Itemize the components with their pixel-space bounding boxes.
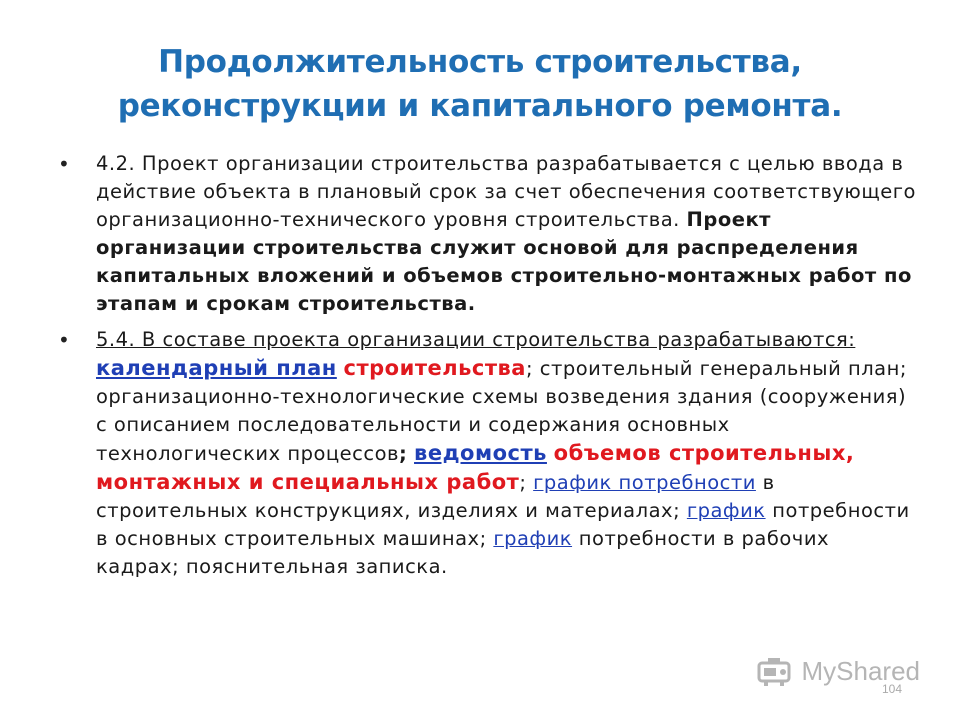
grafik-text-1: в строительных конструкциях, изделиях и материалах; xyxy=(96,471,775,522)
separator: ; xyxy=(525,357,534,380)
grafik-text-3: потребности в рабочих кадрах; пояснительная записка. xyxy=(96,527,830,578)
grafik-link-2[interactable]: график xyxy=(686,499,766,522)
bullet-item-5-4 xyxy=(58,326,918,581)
bullet1-text: 4.2. Проект организации строительства разрабатывается с целью ввода в действие объекта в плановый срок за счет обеспечения соответствующего организационно-технического уровня строительства. xyxy=(96,152,916,231)
grafik-link-3[interactable]: график xyxy=(493,527,573,550)
bullet-item-4-2 xyxy=(58,150,918,318)
grafik-link-1[interactable]: график потребности xyxy=(533,471,756,494)
bullet2-middle-text: строительный генеральный план; организационно-технологические схемы возведения здания (сооружения) с описанием последовательности и содержания основных технологических процессов xyxy=(96,357,907,465)
projector-icon xyxy=(756,657,796,687)
vedomost-red: объемов строительных, монтажных и специальных работ xyxy=(96,441,855,494)
title-line-2: реконструкции и капитального ремонта. xyxy=(117,88,843,124)
calendar-plan-link[interactable]: календарный план xyxy=(96,356,337,380)
separator: ; xyxy=(399,442,408,465)
watermark-text: MyShared xyxy=(801,656,920,686)
bullet2-lead: 5.4. В составе проекта организации строительства разрабатываются: xyxy=(96,328,856,351)
grafik-text-2: потребности в основных строительных машинах; xyxy=(96,499,910,550)
separator: ; xyxy=(519,471,527,494)
calendar-plan-red: строительства xyxy=(343,356,526,380)
title-line-1: Продолжительность строительства, xyxy=(158,44,802,80)
bullet1-bold-text: Проект организации строительства служит основой для распределения капитальных вложений и объемов строительно-монтажных работ по этапам и срокам строительства. xyxy=(96,208,912,315)
bullet-list xyxy=(58,150,918,589)
slide-number: 104 xyxy=(881,682,902,696)
slide-title xyxy=(60,40,900,128)
vedomost-link[interactable]: ведомость xyxy=(414,441,547,465)
